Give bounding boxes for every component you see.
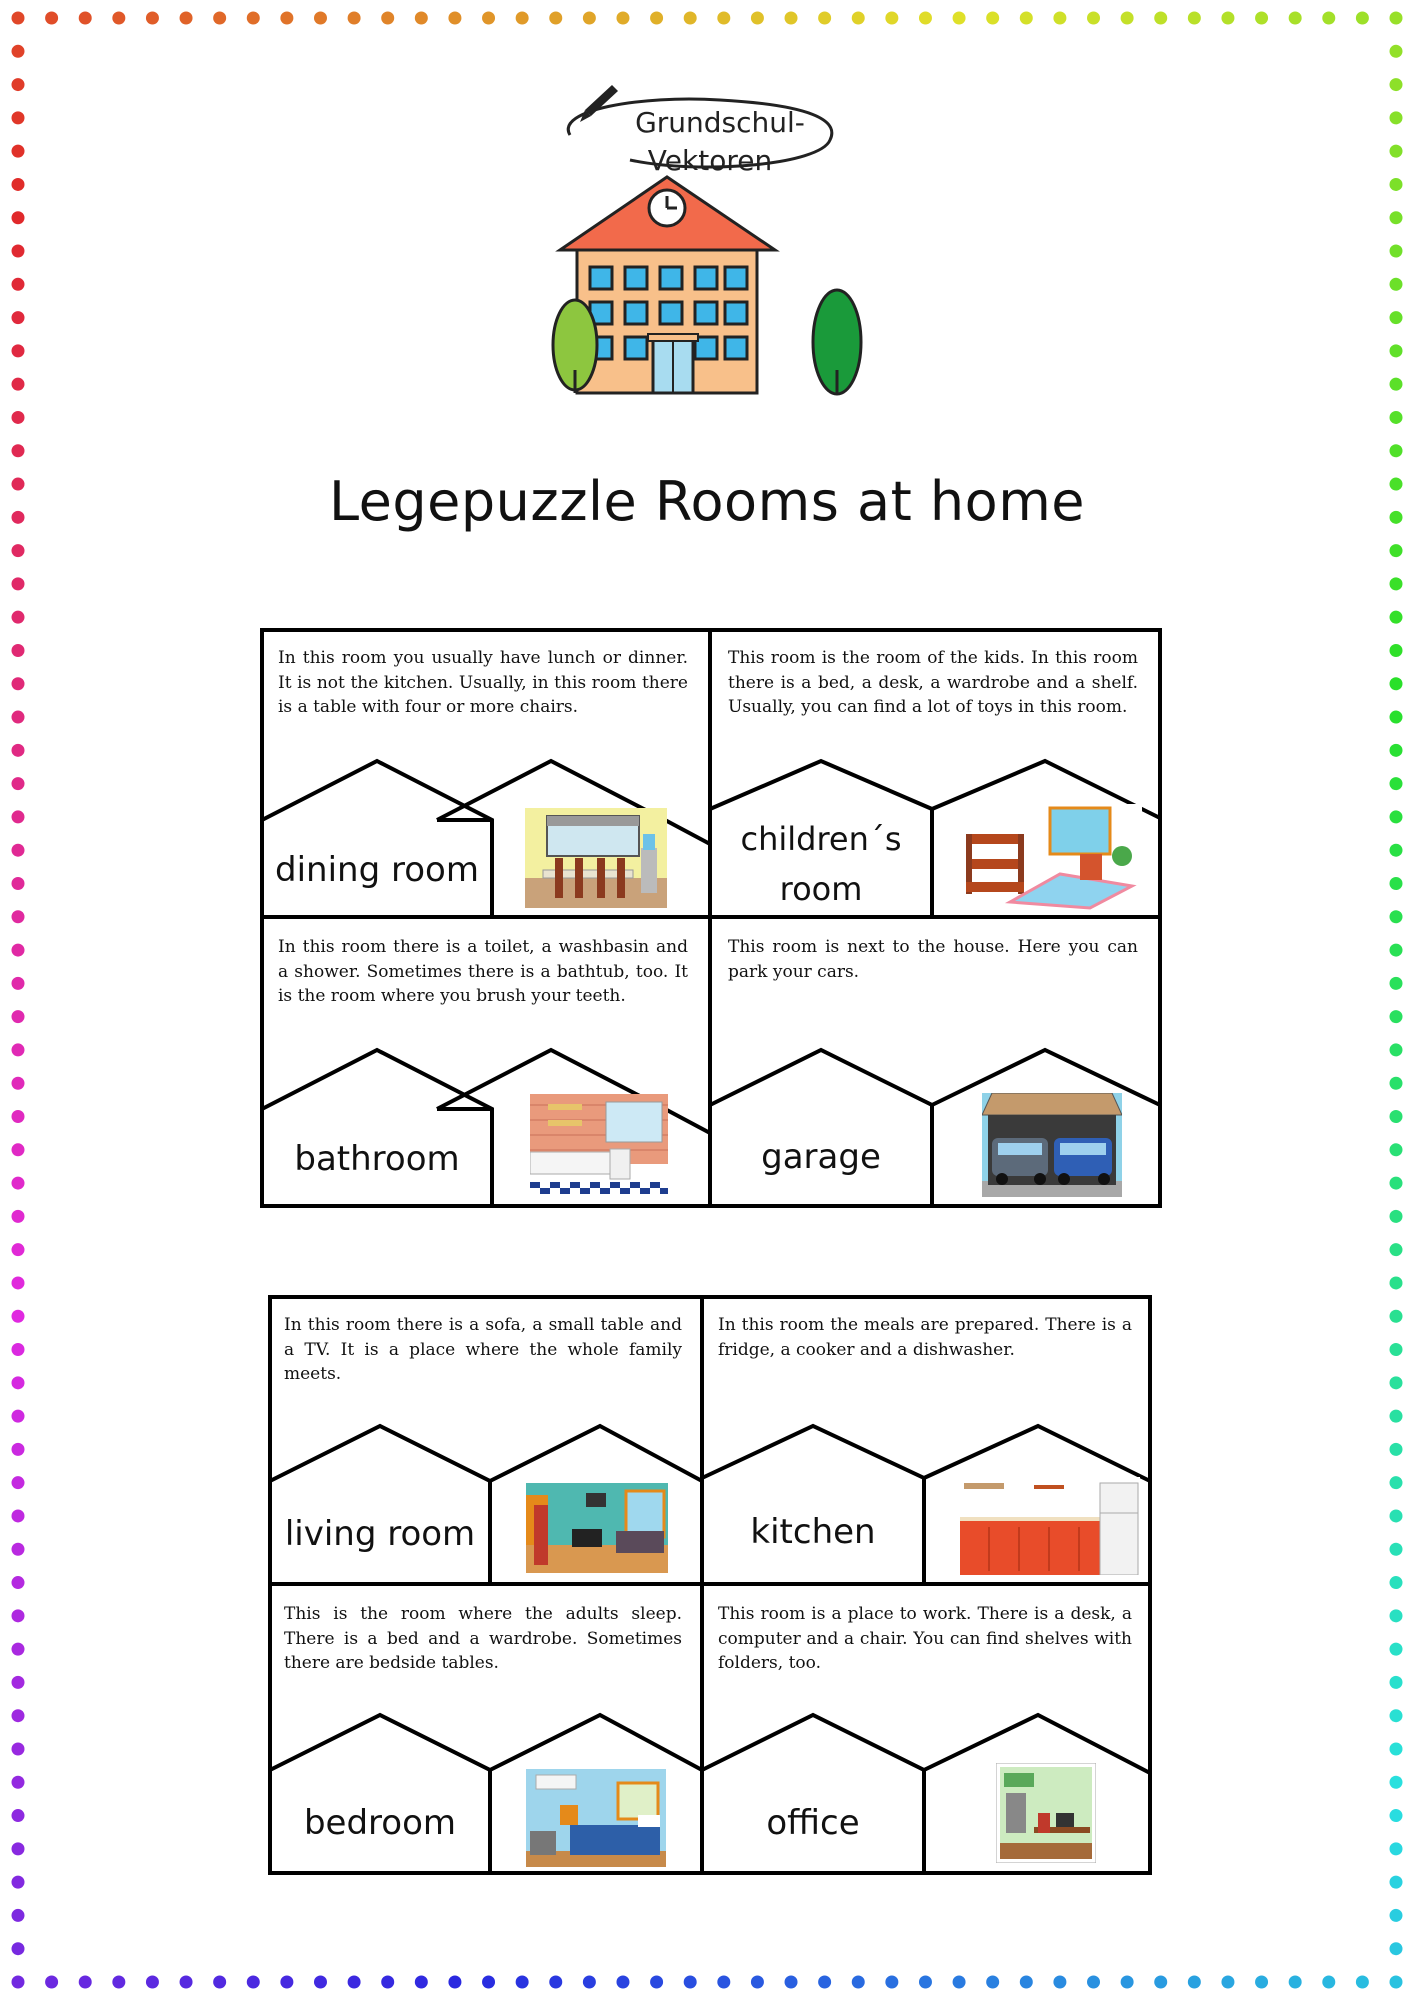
border-dot (1390, 577, 1403, 590)
clue-text: This is the room where the adults sleep. There is a bed and a wardrobe. Sometimes there are bedside tables. (284, 1604, 682, 1673)
border-dot (616, 12, 629, 25)
border-dot (12, 1177, 25, 1190)
clue-text: In this room there is a toilet, a washbasin and a shower. Sometimes there is a bathtub, too. It is the room where you brush your teeth. (278, 937, 688, 1006)
border-dot (12, 944, 25, 957)
border-dot (1390, 1842, 1403, 1855)
border-dot (1255, 12, 1268, 25)
page-title: Legepuzzle Rooms at home (328, 470, 1086, 533)
border-dot (112, 12, 125, 25)
border-dot (1390, 1077, 1403, 1090)
border-dot (1390, 444, 1403, 457)
border-dot (1390, 12, 1403, 25)
border-dot (1289, 12, 1302, 25)
border-dot (247, 1976, 260, 1989)
border-dot (1390, 178, 1403, 191)
border-dot (482, 12, 495, 25)
border-dot (280, 12, 293, 25)
border-dot (12, 1543, 25, 1556)
border-dot (1390, 611, 1403, 624)
border-dot (1390, 145, 1403, 158)
border-dot (348, 1976, 361, 1989)
border-dot (12, 810, 25, 823)
border-dot (1390, 944, 1403, 957)
border-dot (12, 12, 25, 25)
border-dot (12, 1310, 25, 1323)
border-dot (1390, 1909, 1403, 1922)
border-dot (448, 1976, 461, 1989)
border-dot (953, 1976, 966, 1989)
border-dot (12, 844, 25, 857)
border-dot (146, 1976, 159, 1989)
border-dot (12, 744, 25, 757)
border-dot (1390, 1676, 1403, 1689)
childrens-room-picture (960, 804, 1142, 910)
room-word: children´s room (740, 820, 902, 908)
school-logo (550, 80, 870, 410)
border-dot (516, 1976, 529, 1989)
border-dot (1390, 677, 1403, 690)
border-dot (516, 12, 529, 25)
border-dot (12, 711, 25, 724)
border-dot (1390, 1742, 1403, 1755)
border-dot (12, 677, 25, 690)
border-dot (415, 1976, 428, 1989)
border-dot (1390, 78, 1403, 91)
border-dot (348, 12, 361, 25)
border-dot (1390, 1876, 1403, 1889)
border-dot (12, 544, 25, 557)
border-dot (12, 111, 25, 124)
border-dot (12, 877, 25, 890)
border-dot (1390, 1043, 1403, 1056)
border-dot (1390, 1010, 1403, 1023)
border-dot (885, 1976, 898, 1989)
border-dot (1390, 1476, 1403, 1489)
border-dot (1390, 1177, 1403, 1190)
kitchen-picture (960, 1477, 1140, 1575)
border-dot (1390, 544, 1403, 557)
border-dot (717, 12, 730, 25)
border-dot (1390, 1776, 1403, 1789)
living-room-picture (526, 1483, 668, 1573)
border-dot (247, 12, 260, 25)
border-dot (12, 411, 25, 424)
border-dot (818, 12, 831, 25)
border-dot (12, 644, 25, 657)
border-dot (1020, 1976, 1033, 1989)
border-dot (1390, 1643, 1403, 1656)
border-dot (818, 1976, 831, 1989)
border-dot (1390, 1576, 1403, 1589)
border-dot (785, 1976, 798, 1989)
border-dot (12, 1043, 25, 1056)
border-dot (1087, 12, 1100, 25)
border-dot (314, 1976, 327, 1989)
border-dot (12, 1010, 25, 1023)
border-dot (1322, 1976, 1335, 1989)
border-dot (986, 12, 999, 25)
bathroom-picture (530, 1094, 668, 1194)
office-picture (996, 1763, 1096, 1863)
border-dot (12, 1077, 25, 1090)
border-dot (1356, 1976, 1369, 1989)
border-dot (1390, 211, 1403, 224)
border-dot (1390, 1410, 1403, 1423)
border-dot (1053, 1976, 1066, 1989)
border-dot (280, 1976, 293, 1989)
border-dot (12, 1709, 25, 1722)
border-dot (1390, 1443, 1403, 1456)
border-dot (213, 12, 226, 25)
border-dot (79, 12, 92, 25)
border-dot (12, 777, 25, 790)
border-dot (12, 910, 25, 923)
border-dot (1188, 12, 1201, 25)
room-word: garage (761, 1136, 881, 1177)
border-dot (1087, 1976, 1100, 1989)
border-dot (1390, 1976, 1403, 1989)
border-dot (12, 1676, 25, 1689)
border-dot (12, 211, 25, 224)
border-dot (12, 1143, 25, 1156)
border-dot (1390, 1143, 1403, 1156)
border-dot (1121, 1976, 1134, 1989)
border-dot (45, 1976, 58, 1989)
room-word: living room (284, 1513, 476, 1554)
border-dot (12, 1343, 25, 1356)
border-dot (448, 12, 461, 25)
clue-text: In this room you usually have lunch or dinner. It is not the kitchen. Usually, in this room there is a table with four or more chairs. (278, 648, 688, 717)
border-dot (180, 1976, 193, 1989)
border-dot (1053, 12, 1066, 25)
logo-text-line2: Vektoren (647, 144, 773, 177)
border-dot (12, 1443, 25, 1456)
border-dot (12, 1509, 25, 1522)
border-dot (1390, 245, 1403, 258)
border-dot (213, 1976, 226, 1989)
border-dot (785, 12, 798, 25)
border-dot (12, 1476, 25, 1489)
border-dot (12, 1276, 25, 1289)
border-dot (12, 45, 25, 58)
border-dot (1390, 644, 1403, 657)
border-dot (1390, 844, 1403, 857)
border-dot (381, 1976, 394, 1989)
border-dot (1390, 744, 1403, 757)
border-dot (12, 1576, 25, 1589)
clue-text: This room is a place to work. There is a desk, a computer and a chair. You can find shelves with folders, too. (718, 1604, 1132, 1673)
room-word: bathroom (294, 1138, 460, 1179)
border-dot (12, 278, 25, 291)
border-dot (1289, 1976, 1302, 1989)
border-dot (1390, 711, 1403, 724)
border-dot (1390, 1110, 1403, 1123)
border-dot (1390, 411, 1403, 424)
border-dot (986, 1976, 999, 1989)
border-dot (1221, 1976, 1234, 1989)
border-dot (146, 12, 159, 25)
dining-room-picture (525, 808, 667, 908)
border-dot (1221, 12, 1234, 25)
puzzle-grid-1 (260, 628, 1162, 1208)
border-dot (12, 1243, 25, 1256)
border-dot (1020, 12, 1033, 25)
border-dot (549, 12, 562, 25)
puzzle-grid-2 (268, 1295, 1152, 1875)
border-dot (12, 1643, 25, 1656)
border-dot (717, 1976, 730, 1989)
border-dot (12, 1609, 25, 1622)
border-dot (1390, 1210, 1403, 1223)
border-dot (1390, 1543, 1403, 1556)
border-dot (650, 12, 663, 25)
border-dot (1390, 910, 1403, 923)
border-dot (12, 1942, 25, 1955)
border-dot (12, 178, 25, 191)
border-dot (1390, 1376, 1403, 1389)
border-dot (314, 12, 327, 25)
border-dot (12, 1742, 25, 1755)
border-dot (650, 1976, 663, 1989)
room-word: office (766, 1802, 860, 1843)
border-dot (1356, 12, 1369, 25)
border-dot (1390, 111, 1403, 124)
border-dot (180, 12, 193, 25)
border-dot (12, 78, 25, 91)
border-dot (1390, 1310, 1403, 1323)
border-dot (12, 1876, 25, 1889)
border-dot (1390, 1709, 1403, 1722)
border-dot (751, 12, 764, 25)
border-dot (12, 344, 25, 357)
border-dot (1390, 378, 1403, 391)
border-dot (1390, 810, 1403, 823)
border-dot (12, 1410, 25, 1423)
border-dot (616, 1976, 629, 1989)
border-dot (1154, 12, 1167, 25)
border-dot (12, 1909, 25, 1922)
border-dot (1390, 977, 1403, 990)
logo-text-line1: Grundschul- (635, 106, 805, 139)
border-dot (12, 577, 25, 590)
border-dot (1390, 1276, 1403, 1289)
border-dot (919, 1976, 932, 1989)
border-dot (1255, 1976, 1268, 1989)
border-dot (12, 611, 25, 624)
border-dot (415, 12, 428, 25)
border-dot (1390, 1509, 1403, 1522)
border-dot (852, 1976, 865, 1989)
border-dot (12, 378, 25, 391)
border-dot (1390, 311, 1403, 324)
border-dot (12, 1110, 25, 1123)
border-dot (583, 1976, 596, 1989)
border-dot (684, 1976, 697, 1989)
border-dot (112, 1976, 125, 1989)
border-dot (1390, 1609, 1403, 1622)
border-dot (583, 12, 596, 25)
border-dot (45, 12, 58, 25)
border-dot (1390, 877, 1403, 890)
border-dot (1390, 1243, 1403, 1256)
border-dot (12, 1376, 25, 1389)
clue-text: In this room the meals are prepared. There is a fridge, a cooker and a dishwasher. (718, 1315, 1132, 1360)
border-dot (953, 12, 966, 25)
clue-text: In this room there is a sofa, a small table and a TV. It is a place where the whole family meets. (284, 1315, 682, 1384)
border-dot (1390, 344, 1403, 357)
border-dot (1154, 1976, 1167, 1989)
border-dot (549, 1976, 562, 1989)
border-dot (12, 1842, 25, 1855)
border-dot (1390, 1809, 1403, 1822)
border-dot (12, 977, 25, 990)
border-dot (12, 1809, 25, 1822)
border-dot (12, 311, 25, 324)
border-dot (1390, 1942, 1403, 1955)
border-dot (852, 12, 865, 25)
border-dot (12, 245, 25, 258)
border-dot (684, 12, 697, 25)
clue-text: This room is next to the house. Here you can park your cars. (728, 937, 1138, 982)
room-word: bedroom (303, 1802, 457, 1843)
border-dot (79, 1976, 92, 1989)
room-word: kitchen (750, 1512, 876, 1552)
clue-text: This room is the room of the kids. In this room there is a bed, a desk, a wardrobe and a shelf. Usually, you can find a lot of toys in this room. (728, 648, 1138, 717)
border-dot (1390, 278, 1403, 291)
border-dot (12, 1210, 25, 1223)
border-dot (1390, 45, 1403, 58)
border-dot (12, 1776, 25, 1789)
border-dot (1121, 12, 1134, 25)
bedroom-picture (526, 1769, 666, 1867)
border-dot (1188, 1976, 1201, 1989)
border-dot (12, 444, 25, 457)
border-dot (885, 12, 898, 25)
border-dot (1390, 777, 1403, 790)
border-dot (1390, 1343, 1403, 1356)
border-dot (12, 145, 25, 158)
garage-picture (982, 1093, 1122, 1197)
border-dot (482, 1976, 495, 1989)
border-dot (12, 1976, 25, 1989)
room-word: dining room (275, 849, 479, 890)
border-dot (1322, 12, 1335, 25)
border-dot (751, 1976, 764, 1989)
border-dot (381, 12, 394, 25)
border-dot (919, 12, 932, 25)
